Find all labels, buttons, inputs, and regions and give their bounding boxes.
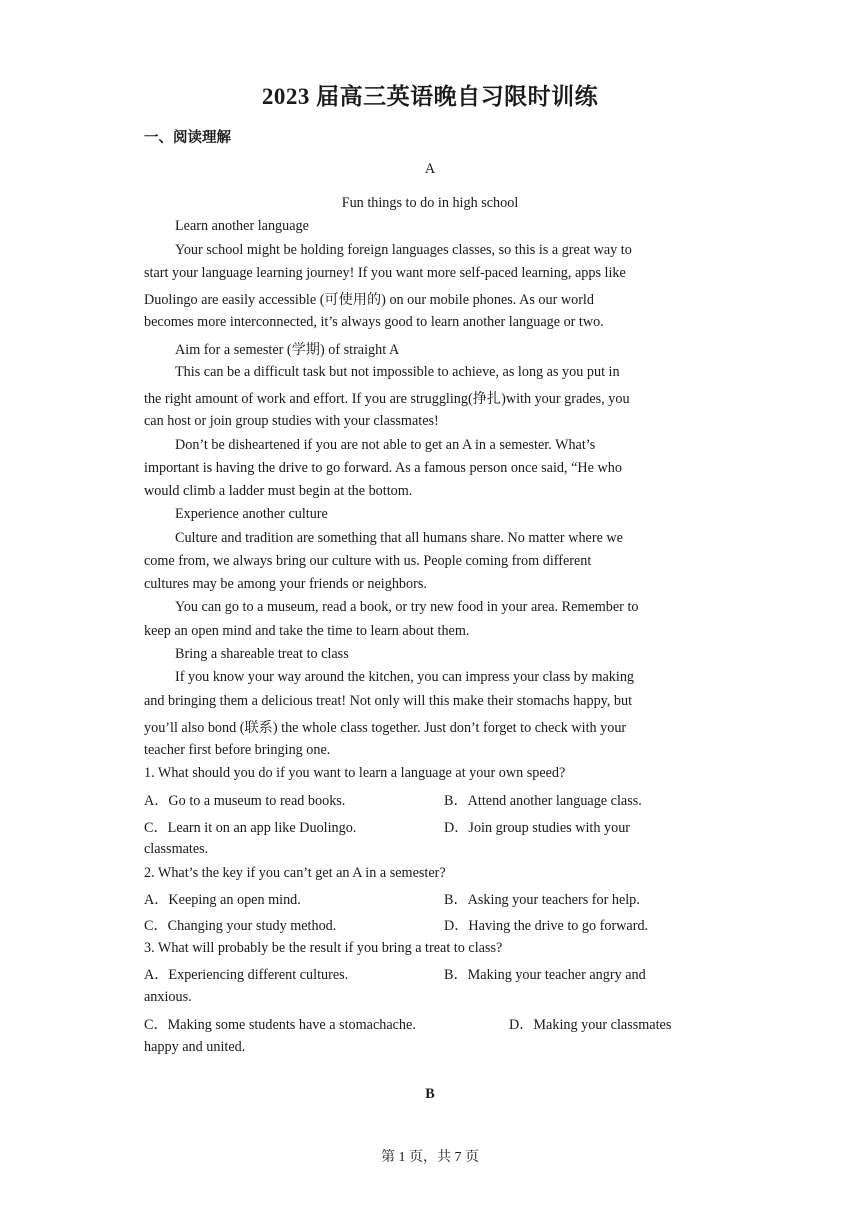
subheading-culture: Experience another culture (175, 506, 328, 522)
q2-option-a: A．Keeping an open mind. (144, 892, 301, 908)
paragraph-line: would climb a ladder must begin at the bottom. (144, 483, 413, 499)
paragraph-line: Culture and tradition are something that all humans share. No matter where we (175, 530, 623, 546)
paragraph-line: important is having the drive to go forward. As a famous person once said, “He who (144, 460, 622, 476)
question-3-stem: 3. What will probably be the result if you bring a treat to class? (144, 940, 503, 956)
paragraph-line: you’ll also bond (联系) the whole class together. Just don’t forget to check with your (144, 720, 627, 736)
paragraph-line: teacher first before bringing one. (144, 742, 331, 758)
paragraph-line: This can be a difficult task but not impossible to achieve, as long as you put in (175, 364, 620, 380)
page-title: 2023 届高三英语晚自习限时训练 (261, 84, 599, 109)
q3-option-b-continued: anxious. (144, 989, 192, 1005)
q3-option-b: B．Making your teacher angry and (444, 967, 646, 983)
part-a-heading: A (424, 161, 436, 177)
subheading-language: Learn another language (175, 218, 309, 234)
q3-option-c: C．Making some students have a stomachache. (144, 1017, 416, 1033)
paragraph-line: If you know your way around the kitchen, you can impress your class by making (175, 669, 635, 685)
page-footer: 第 1 页，共 7 页 (381, 1150, 479, 1165)
paragraph-line: can host or join group studies with your classmates! (144, 413, 439, 429)
paragraph-line: Don’t be disheartened if you are not able to get an A in a semester. What’s (175, 437, 596, 453)
q3-option-a: A．Experiencing different cultures. (144, 967, 349, 983)
paragraph-line: becomes more interconnected, it’s always good to learn another language or two. (144, 314, 604, 330)
subheading-semester: Aim for a semester (学期) of straight A (175, 342, 400, 358)
part-b-heading: B (425, 1086, 435, 1102)
q1-option-c: C．Learn it on an app like Duolingo. (144, 820, 357, 836)
paragraph-line: Your school might be holding foreign languages classes, so this is a great way to (175, 242, 632, 258)
paragraph-line: keep an open mind and take the time to learn about them. (144, 623, 470, 639)
paragraph-line: You can go to a museum, read a book, or try new food in your area. Remember to (175, 599, 639, 615)
q1-option-a: A．Go to a museum to read books. (144, 793, 346, 809)
paragraph-line: the right amount of work and effort. If you are struggling(挣扎)with your grades, you (144, 391, 630, 407)
q3-option-d-continued: happy and united. (144, 1039, 246, 1055)
question-1-stem: 1. What should you do if you want to learn a language at your own speed? (144, 765, 566, 781)
paragraph-line: cultures may be among your friends or neighbors. (144, 576, 427, 592)
paragraph-line: Duolingo are easily accessible (可使用的) on our mobile phones. As our world (144, 292, 594, 308)
section-heading: 一、阅读理解 (144, 130, 231, 146)
paragraph-line: and bringing them a delicious treat! Not only will this make their stomachs happy, but (144, 693, 633, 709)
subheading-treat: Bring a shareable treat to class (175, 646, 349, 662)
q3-option-d: D．Making your classmates (509, 1017, 672, 1033)
q2-option-d: D．Having the drive to go forward. (444, 918, 649, 934)
paragraph-line: come from, we always bring our culture with us. People coming from different (144, 553, 592, 569)
q1-option-b: B．Attend another language class. (444, 793, 642, 809)
q1-option-d: D．Join group studies with your (444, 820, 631, 836)
passage-title: Fun things to do in high school (341, 195, 519, 211)
q2-option-b: B．Asking your teachers for help. (444, 892, 640, 908)
question-2-stem: 2. What’s the key if you can’t get an A in a semester? (144, 865, 446, 881)
q1-option-d-continued: classmates. (144, 841, 209, 857)
q2-option-c: C．Changing your study method. (144, 918, 337, 934)
paragraph-line: start your language learning journey! If you want more self-paced learning, apps like (144, 265, 626, 281)
